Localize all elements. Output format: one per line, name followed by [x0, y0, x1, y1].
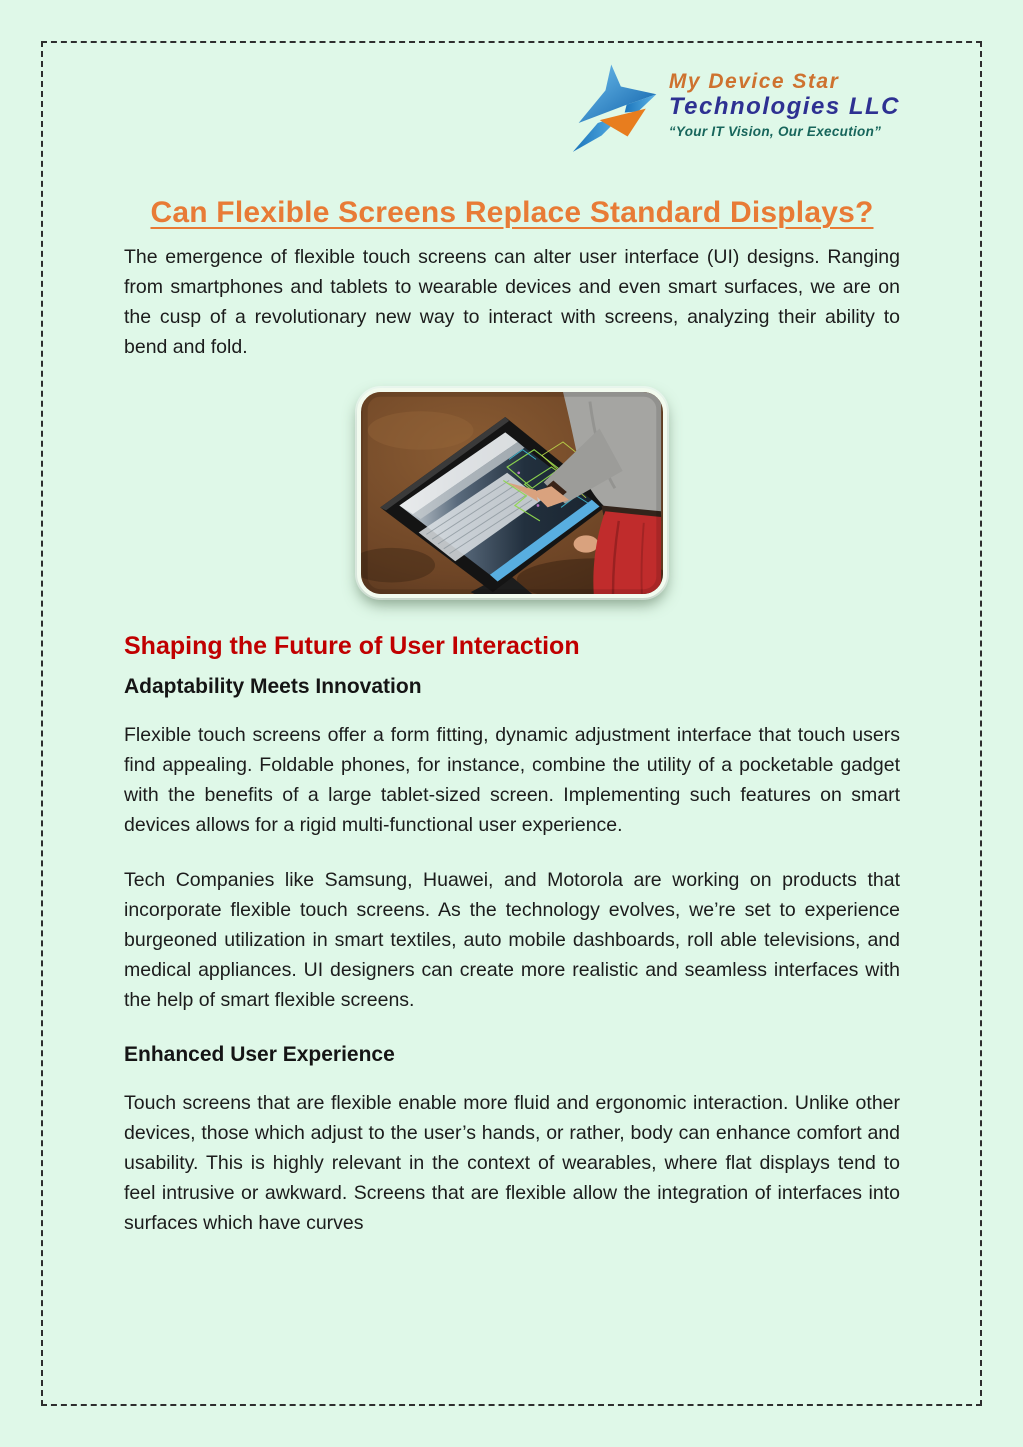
subheading-adaptability: Adaptability Meets Innovation	[124, 674, 422, 698]
logo-name-line2: Technologies LLC	[668, 93, 900, 121]
section-heading-shaping-future: Shaping the Future of User Interaction	[124, 632, 580, 660]
article-title: Can Flexible Screens Replace Standard Displays?	[150, 196, 874, 229]
touchscreen-photo-illustration	[361, 392, 663, 594]
subheading-enhanced-ux: Enhanced User Experience	[124, 1042, 395, 1066]
paragraph-adaptability: Flexible touch screens offer a form fitting, dynamic adjustment interface that touch users find appealing. Foldable phones, for instance, combine the utility of a pocketable gadget with the benefits of a large tablet-sized screen. Implementing such features on smart devices allows for a rigid multi-functional user experience.	[124, 723, 900, 836]
logo-tagline: “Your IT Vision, Our Execution”	[668, 123, 882, 139]
logo-name-line1: My Device Star	[668, 70, 840, 93]
touchscreen-photo	[357, 388, 667, 598]
intro-paragraph: The emergence of flexible touch screens can alter user interface (UI) designs. Ranging from smartphones and tablets to wearable devices and even smart surfaces, we are on the cusp of a revolutionary new way to interact with screens, analyzing their ability to bend and fold.	[124, 246, 900, 358]
paragraph-enhanced-ux: Touch screens that are flexible enable more fluid and ergonomic interaction. Unlike other devices, those which adjust to the user’s hands, or rather, body can enhance comfort and usability. This is highly relevant in the context of wearables, where flat displays tend to feel intrusive or awkward. Screens that are flexible allow the integration of interfaces into surfaces which have curves	[124, 1092, 900, 1235]
paragraph-tech-companies: Tech Companies like Samsung, Huawei, and Motorola are working on products that incorporate flexible touch screens. As the technology evolves, we’re set to experience burgeoned utilization in smart textiles, auto mobile dashboards, roll able televisions, and medical appliances. UI designers can create more realistic and seamless interfaces with the help of smart flexible screens.	[124, 868, 900, 1011]
company-logo	[124, 60, 900, 164]
page-content	[124, 0, 900, 1238]
logo-text	[669, 60, 900, 139]
star-logo-icon	[569, 60, 665, 164]
